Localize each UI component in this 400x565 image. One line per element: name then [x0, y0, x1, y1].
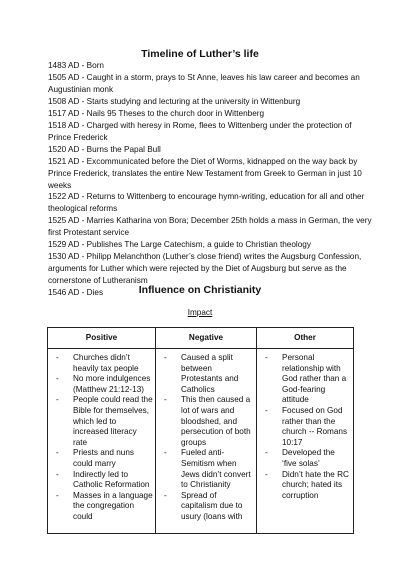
timeline-entry: 1521 AD - Excommunicated before the Diet of Worms, kidnapped on the way back by Prince Frederick, translates the entire New Testament from Greek to German in just 10 weeks: [48, 156, 362, 190]
timeline-entry: 1517 AD - Nails 95 Theses to the church door in Wittenberg: [48, 108, 265, 118]
list-item: - No more indulgences (Matthew 21:12-13): [56, 374, 153, 395]
list-item: - Spread of capitalism due to usury (loans with: [164, 491, 254, 523]
list-item: - Caused a split between Protestants and Catholics: [164, 353, 254, 395]
list-item: - Churches didn’t heavily tax people: [56, 353, 153, 374]
timeline-entry: 1505 AD - Caught in a storm, prays to St Anne, leaves his law career and becomes an Augustinian monk: [48, 72, 360, 94]
list-item: - Masses in a language the congregation could: [56, 491, 153, 523]
list-item: - People could read the Bible for themselves, which led to increased literacy rate: [56, 395, 153, 448]
impact-subheading: Impact: [187, 308, 213, 317]
table-header-row: [48, 328, 354, 349]
list-item: - Focused on God rather than the church -- Romans 10:17: [265, 406, 351, 448]
impact-table: [47, 327, 354, 534]
negative-list: [156, 349, 256, 523]
timeline-entry: 1525 AD - Marries Katharina von Bora; December 25th holds a mass in German, the very first Protestant service: [48, 216, 372, 238]
timeline-entry: 1546 AD - Dies: [48, 288, 104, 298]
timeline-entry: 1518 AD - Charged with heresy in Rome, flees to Wittenberg under the protection of Prince Frederick: [48, 120, 352, 142]
timeline-entry: 1530 AD - Philipp Melanchthon (Luther’s close friend) writes the Augsburg Confession, arguments for Luther which were rejected by the Diet of Augsburg but serve as the cornerstone of Lutheranism: [48, 252, 362, 286]
list-item: - Indirectly led to Catholic Reformation: [56, 470, 153, 491]
column-header-positive: Positive: [48, 328, 156, 349]
list-item: - Didn’t hate the RC church; hated its corruption: [265, 470, 351, 502]
timeline: [48, 60, 373, 299]
list-item: - Personal relationship with God rather than a God-fearing attitude: [265, 353, 351, 406]
timeline-entry: 1520 AD - Burns the Papal Bull: [48, 144, 161, 154]
column-header-other: Other: [257, 328, 354, 349]
timeline-entry: 1529 AD - Publishes The Large Catechism, a guide to Christian theology: [48, 240, 311, 250]
list-item: - Priests and nuns could marry: [56, 448, 153, 469]
other-list: [257, 349, 353, 501]
list-item: - This then caused a lot of wars and bloodshed, and persecution of both groups: [164, 395, 254, 448]
section-title: Influence on Christianity: [138, 284, 262, 296]
table-row: [48, 349, 354, 534]
positive-cell: [48, 349, 156, 534]
timeline-entry: 1483 AD - Born: [48, 61, 104, 70]
other-cell: [257, 349, 354, 534]
list-item: - Developed the ‘five solas’: [265, 448, 351, 469]
page-title: Timeline of Luther’s life: [141, 48, 259, 60]
timeline-entry: 1522 AD - Returns to Wittenberg to encourage hymn-writing, education for all and other theological reforms: [48, 192, 365, 214]
list-item: - Fueled anti-Semitism when Jews didn’t convert to Christianity: [164, 448, 254, 490]
timeline-entry: 1508 AD - Starts studying and lecturing at the university in Wittenburg: [48, 96, 301, 106]
column-header-negative: Negative: [156, 328, 257, 349]
positive-list: [48, 349, 155, 523]
negative-cell: [156, 349, 257, 534]
